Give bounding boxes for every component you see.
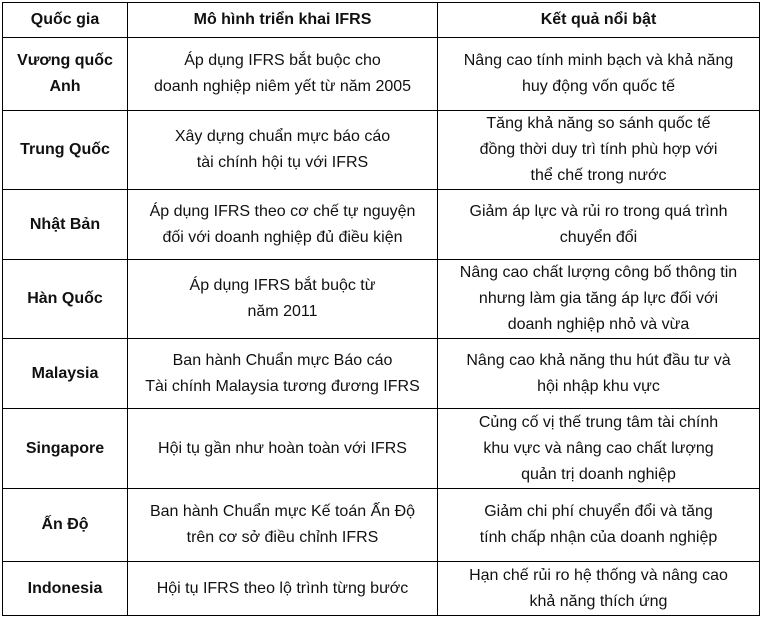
table-row: [3, 562, 760, 616]
result-cell: [438, 190, 760, 260]
model-cell-line: Tài chính Malaysia tương đương IFRS: [145, 377, 420, 395]
country-cell-line: Singapore: [25, 439, 105, 457]
result-cell-line: Nâng cao khả năng thu hút đầu tư và: [466, 351, 731, 369]
result-cell-line: chuyển đổi: [559, 228, 638, 246]
result-cell: [438, 339, 760, 409]
table-row: [3, 409, 760, 489]
model-cell-line: năm 2011: [247, 303, 318, 320]
model-cell: [128, 339, 438, 409]
ifrs-comparison-table: [2, 2, 760, 616]
country-cell: [3, 339, 128, 409]
result-cell-line: Củng cố vị thế trung tâm tài chính: [478, 413, 719, 431]
result-cell-line: hội nhập khu vực: [537, 377, 660, 395]
country-cell: [3, 38, 128, 111]
country-cell-line: Nhật Bản: [29, 215, 101, 233]
country-cell: [3, 409, 128, 489]
country-cell-line: Indonesia: [27, 579, 103, 597]
model-cell: [128, 190, 438, 260]
model-cell-line: Áp dụng IFRS theo cơ chế tự nguyện: [149, 202, 416, 220]
header-country: Quốc gia: [3, 3, 128, 38]
result-cell: [438, 562, 760, 616]
result-cell-line: nhưng làm gia tăng áp lực đối với: [478, 290, 719, 307]
model-cell-line: Áp dụng IFRS bắt buộc từ: [189, 277, 376, 294]
model-cell: [128, 409, 438, 489]
result-cell: [438, 489, 760, 562]
header-row: [3, 3, 760, 38]
model-cell-line: tài chính hội tụ với IFRS: [196, 154, 369, 171]
table-row: [3, 111, 760, 190]
model-cell-line: Hội tụ IFRS theo lộ trình từng bước: [156, 579, 409, 597]
model-cell-line: Ban hành Chuẩn mực Báo cáo: [172, 351, 393, 369]
country-cell: [3, 562, 128, 616]
country-cell-line: Hàn Quốc: [27, 290, 103, 307]
model-cell-line: Xây dựng chuẩn mực báo cáo: [174, 128, 391, 145]
table-row: [3, 38, 760, 111]
table-row: [3, 339, 760, 409]
result-cell: [438, 111, 760, 190]
country-cell: [3, 260, 128, 339]
table-row: [3, 260, 760, 339]
header-result: Kết quả nổi bật: [438, 3, 760, 38]
result-cell-line: khả năng thích ứng: [529, 592, 668, 610]
result-cell-line: Hạn chế rủi ro hệ thống và nâng cao: [469, 566, 728, 584]
result-cell: [438, 38, 760, 111]
result-cell-line: Tăng khả năng so sánh quốc tế: [486, 115, 711, 132]
table-row: [3, 489, 760, 562]
model-cell-line: Áp dụng IFRS bắt buộc cho: [184, 52, 381, 69]
result-cell-line: thể chế trong nước: [530, 167, 667, 184]
result-cell-line: Giảm chi phí chuyển đổi và tăng: [484, 503, 713, 520]
country-cell-line: Ấn Độ: [41, 516, 89, 533]
country-cell: [3, 489, 128, 562]
model-cell: [128, 260, 438, 339]
country-cell-line: Trung Quốc: [20, 141, 110, 158]
result-cell-line: khu vực và nâng cao chất lượng: [483, 439, 714, 457]
country-cell-line: Vương quốc: [17, 52, 113, 69]
table-row: [3, 190, 760, 260]
model-cell-line: Hội tụ gần như hoàn toàn với IFRS: [158, 439, 407, 457]
country-cell: [3, 190, 128, 260]
country-cell-line: Anh: [49, 78, 81, 95]
result-cell-line: Nâng cao tính minh bạch và khả năng: [463, 52, 734, 69]
result-cell-line: Giảm áp lực và rủi ro trong quá trình: [469, 202, 728, 220]
model-cell: [128, 489, 438, 562]
country-cell-line: Malaysia: [31, 364, 99, 382]
result-cell-line: huy động vốn quốc tế: [521, 78, 675, 95]
result-cell-line: doanh nghiệp nhỏ và vừa: [507, 316, 690, 333]
header-model: Mô hình triển khai IFRS: [128, 3, 438, 38]
result-cell-line: Nâng cao chất lượng công bố thông tin: [459, 264, 738, 281]
result-cell-line: quản trị doanh nghiệp: [521, 465, 676, 483]
model-cell: [128, 111, 438, 190]
model-cell-line: trên cơ sở điều chỉnh IFRS: [186, 529, 379, 546]
table-body: [3, 38, 760, 616]
country-cell: [3, 111, 128, 190]
model-cell: [128, 38, 438, 111]
result-cell: [438, 409, 760, 489]
result-cell-line: tính chấp nhận của doanh nghiệp: [479, 529, 718, 546]
result-cell-line: đồng thời duy trì tính phù hợp với: [479, 141, 718, 158]
model-cell-line: đối với doanh nghiệp đủ điều kiện: [162, 228, 403, 246]
model-cell: [128, 562, 438, 616]
model-cell-line: Ban hành Chuẩn mực Kế toán Ấn Độ: [149, 503, 416, 520]
result-cell: [438, 260, 760, 339]
model-cell-line: doanh nghiệp niêm yết từ năm 2005: [153, 78, 412, 95]
